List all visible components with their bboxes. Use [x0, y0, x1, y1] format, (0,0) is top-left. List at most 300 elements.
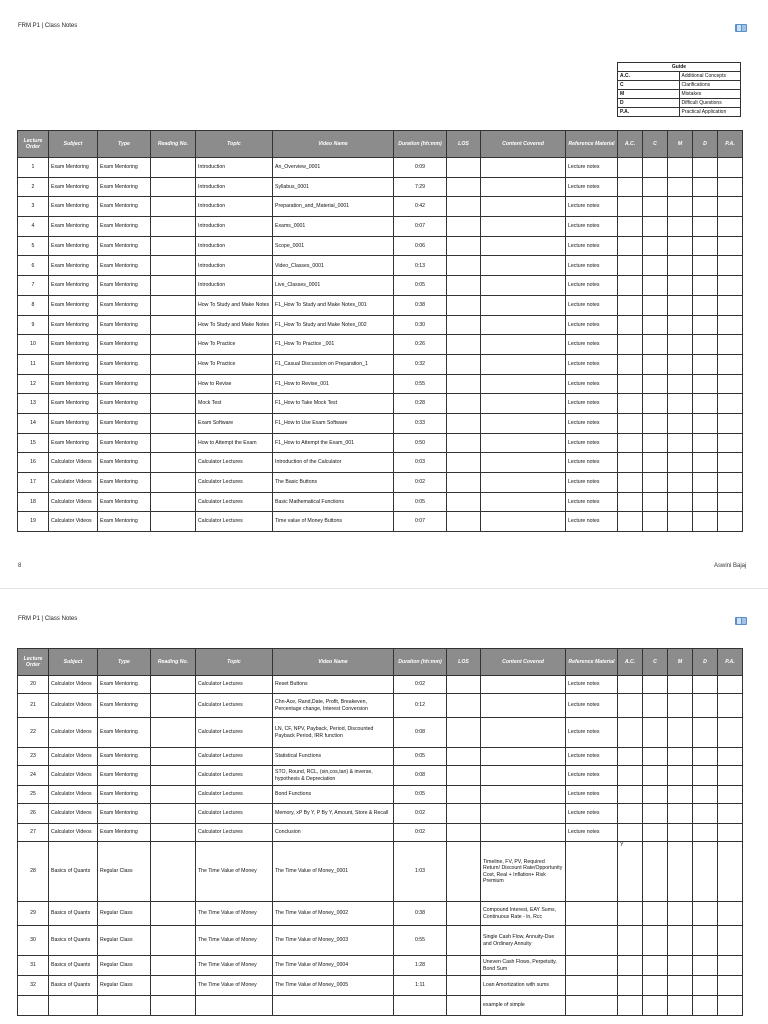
cell-duration: 0:05	[394, 276, 447, 296]
cell-order: 14	[18, 413, 49, 433]
book-logo-icon	[734, 615, 748, 626]
column-header: M	[668, 649, 693, 676]
cell-duration: 0:07	[394, 512, 447, 532]
cell-ref: Lecture notes	[566, 824, 618, 842]
cell-type: Regular Class	[98, 976, 151, 996]
cell-content	[481, 786, 566, 804]
cell-reading	[151, 197, 196, 217]
cell-order: 31	[18, 956, 49, 976]
cell-subject: Calculator Videos	[49, 786, 98, 804]
cell-topic: Introduction	[196, 236, 273, 256]
cell-ref: Lecture notes	[566, 276, 618, 296]
cell-topic: Calculator Lectures	[196, 473, 273, 493]
cell-subject: Calculator Videos	[49, 492, 98, 512]
cell-los	[447, 766, 481, 786]
cell-los	[447, 976, 481, 996]
cell-d	[693, 217, 718, 237]
cell-ac	[618, 926, 643, 956]
cell-content	[481, 197, 566, 217]
cell-duration: 1:11	[394, 976, 447, 996]
cell-type: Regular Class	[98, 902, 151, 926]
cell-type: Exam Mentoring	[98, 492, 151, 512]
cell-topic: The Time Value of Money	[196, 842, 273, 902]
cell-type: Exam Mentoring	[98, 694, 151, 718]
cell-ac	[618, 902, 643, 926]
cell-subject: Calculator Videos	[49, 694, 98, 718]
cell-los	[447, 197, 481, 217]
cell-duration: 0:07	[394, 217, 447, 237]
cell-duration: 0:08	[394, 766, 447, 786]
cell-c	[643, 926, 668, 956]
cell-c	[643, 512, 668, 532]
cell-type: Exam Mentoring	[98, 256, 151, 276]
guide-label: Mistakes	[679, 90, 741, 99]
cell-video: Syllabus_0001	[273, 177, 394, 197]
cell-los	[447, 824, 481, 842]
cell-ac	[618, 276, 643, 296]
cell-m	[668, 295, 693, 315]
cell-ref: Lecture notes	[566, 197, 618, 217]
cell-reading	[151, 315, 196, 335]
cell-type: Exam Mentoring	[98, 158, 151, 178]
cell-ac	[618, 512, 643, 532]
cell-reading	[151, 473, 196, 493]
cell-pa	[718, 177, 743, 197]
cell-video: Video_Classes_0001	[273, 256, 394, 276]
cell-video: The Time Value of Money_0001	[273, 842, 394, 902]
cell-d	[693, 512, 718, 532]
cell-duration: 0:33	[394, 413, 447, 433]
cell-type: Exam Mentoring	[98, 394, 151, 414]
cell-ac	[618, 217, 643, 237]
cell-c	[643, 694, 668, 718]
cell-los	[447, 453, 481, 473]
cell-content	[481, 177, 566, 197]
cell-ref: Lecture notes	[566, 217, 618, 237]
table-row	[18, 335, 743, 355]
cell-order: 15	[18, 433, 49, 453]
cell-ref: Lecture notes	[566, 512, 618, 532]
cell-los	[447, 394, 481, 414]
cell-ref: Lecture notes	[566, 374, 618, 394]
cell-duration: 1:03	[394, 842, 447, 902]
cell-duration: 0:02	[394, 676, 447, 694]
cell-topic	[196, 996, 273, 1016]
cell-d	[693, 453, 718, 473]
cell-los	[447, 786, 481, 804]
cell-reading	[151, 766, 196, 786]
cell-ac	[618, 718, 643, 748]
cell-order: 24	[18, 766, 49, 786]
column-header: Topic	[196, 131, 273, 158]
column-header: Type	[98, 131, 151, 158]
cell-order: 28	[18, 842, 49, 902]
cell-pa	[718, 473, 743, 493]
cell-m	[668, 902, 693, 926]
cell-ac	[618, 394, 643, 414]
cell-ac	[618, 354, 643, 374]
cell-subject: Basics of Quants	[49, 976, 98, 996]
cell-content	[481, 236, 566, 256]
cell-reading	[151, 676, 196, 694]
cell-reading	[151, 976, 196, 996]
cell-topic: Mock Test	[196, 394, 273, 414]
cell-type: Exam Mentoring	[98, 453, 151, 473]
cell-video: F1_How to Use Exam Software	[273, 413, 394, 433]
cell-d	[693, 956, 718, 976]
table-row	[18, 676, 743, 694]
cell-order: 3	[18, 197, 49, 217]
table-row	[18, 197, 743, 217]
cell-ac	[618, 315, 643, 335]
cell-ac	[618, 374, 643, 394]
cell-pa	[718, 786, 743, 804]
cell-m	[668, 236, 693, 256]
cell-d	[693, 276, 718, 296]
cell-order: 25	[18, 786, 49, 804]
cell-duration: 7:29	[394, 177, 447, 197]
table-row	[18, 217, 743, 237]
cell-topic: The Time Value of Money	[196, 976, 273, 996]
cell-order: 8	[18, 295, 49, 315]
cell-d	[693, 158, 718, 178]
cell-pa	[718, 295, 743, 315]
cell-c	[643, 354, 668, 374]
cell-ref: Lecture notes	[566, 748, 618, 766]
guide-label: Additional Concepts	[679, 72, 741, 81]
cell-content	[481, 473, 566, 493]
cell-m	[668, 473, 693, 493]
cell-subject: Calculator Videos	[49, 473, 98, 493]
column-header: D	[693, 649, 718, 676]
cell-m	[668, 694, 693, 718]
cell-subject: Exam Mentoring	[49, 177, 98, 197]
cell-duration: 0:38	[394, 295, 447, 315]
cell-content	[481, 766, 566, 786]
cell-type: Exam Mentoring	[98, 315, 151, 335]
cell-order: 30	[18, 926, 49, 956]
cell-type: Regular Class	[98, 842, 151, 902]
cell-pa	[718, 694, 743, 718]
cell-content	[481, 804, 566, 824]
cell-content: Uneven Cash Flows, Perpetuity, Bond Sum	[481, 956, 566, 976]
cell-subject: Calculator Videos	[49, 512, 98, 532]
cell-order: 12	[18, 374, 49, 394]
cell-subject: Calculator Videos	[49, 748, 98, 766]
column-header: Video Name	[273, 649, 394, 676]
cell-topic: Calculator Lectures	[196, 512, 273, 532]
cell-content	[481, 676, 566, 694]
cell-subject: Calculator Videos	[49, 718, 98, 748]
cell-order: 22	[18, 718, 49, 748]
cell-subject: Exam Mentoring	[49, 276, 98, 296]
column-header: Content Covered	[481, 649, 566, 676]
table-row	[18, 786, 743, 804]
cell-order: 29	[18, 902, 49, 926]
cell-c	[643, 433, 668, 453]
guide-key: C	[618, 81, 680, 90]
cell-video: Exams_0001	[273, 217, 394, 237]
cell-c	[643, 374, 668, 394]
cell-duration: 0:55	[394, 374, 447, 394]
cell-subject: Exam Mentoring	[49, 394, 98, 414]
cell-duration: 0:12	[394, 694, 447, 718]
cell-reading	[151, 786, 196, 804]
cell-video: F1_How To Practice _001	[273, 335, 394, 355]
column-header: C	[643, 131, 668, 158]
cell-video: F1_How To Study and Make Notes_002	[273, 315, 394, 335]
cell-ac	[618, 295, 643, 315]
cell-los	[447, 335, 481, 355]
cell-content	[481, 748, 566, 766]
guide-label: Practical Application	[679, 108, 741, 117]
table-row	[18, 315, 743, 335]
cell-duration: 0:28	[394, 394, 447, 414]
cell-video: An_Overview_0001	[273, 158, 394, 178]
cell-order: 19	[18, 512, 49, 532]
cell-topic: How To Study and Make Notes	[196, 295, 273, 315]
page-separator	[0, 588, 768, 589]
cell-reading	[151, 902, 196, 926]
cell-topic: Introduction	[196, 197, 273, 217]
table-row	[18, 804, 743, 824]
cell-m	[668, 453, 693, 473]
cell-ref: Lecture notes	[566, 256, 618, 276]
cell-d	[693, 315, 718, 335]
cell-m	[668, 197, 693, 217]
cell-reading	[151, 694, 196, 718]
cell-reading	[151, 374, 196, 394]
cell-topic: The Time Value of Money	[196, 926, 273, 956]
cell-los	[447, 676, 481, 694]
cell-ref	[566, 996, 618, 1016]
cell-order: 10	[18, 335, 49, 355]
cell-video: Chn-Ace, Rand,Date, Profit, Breakeven, Percentage change, Interest Conversion	[273, 694, 394, 718]
column-header: Duration (hh:mm)	[394, 131, 447, 158]
table-row	[18, 295, 743, 315]
cell-pa	[718, 824, 743, 842]
table-header-row	[18, 131, 743, 158]
guide-label: Difficult Questions	[679, 99, 741, 108]
cell-reading	[151, 842, 196, 902]
cell-c	[643, 177, 668, 197]
cell-m	[668, 786, 693, 804]
cell-subject: Exam Mentoring	[49, 374, 98, 394]
cell-c	[643, 335, 668, 355]
cell-video: The Time Value of Money_0004	[273, 956, 394, 976]
cell-duration: 0:05	[394, 492, 447, 512]
cell-d	[693, 197, 718, 217]
cell-order	[18, 996, 49, 1016]
cell-reading	[151, 177, 196, 197]
cell-ref: Lecture notes	[566, 786, 618, 804]
table-row	[18, 236, 743, 256]
cell-m	[668, 158, 693, 178]
cell-c	[643, 766, 668, 786]
cell-d	[693, 177, 718, 197]
cell-ref: Lecture notes	[566, 158, 618, 178]
cell-reading	[151, 413, 196, 433]
cell-subject: Exam Mentoring	[49, 256, 98, 276]
cell-pa	[718, 217, 743, 237]
cell-ac	[618, 453, 643, 473]
cell-topic: Introduction	[196, 276, 273, 296]
cell-ref	[566, 902, 618, 926]
cell-topic: Calculator Lectures	[196, 748, 273, 766]
cell-duration	[394, 996, 447, 1016]
column-header: LOS	[447, 131, 481, 158]
cell-m	[668, 374, 693, 394]
cell-reading	[151, 512, 196, 532]
cell-topic: How to Attempt the Exam	[196, 433, 273, 453]
cell-los	[447, 413, 481, 433]
cell-c	[643, 718, 668, 748]
cell-reading	[151, 295, 196, 315]
cell-topic: Introduction	[196, 177, 273, 197]
cell-ac	[618, 786, 643, 804]
table-row	[18, 694, 743, 718]
cell-content: Loan Amortization with sums	[481, 976, 566, 996]
cell-video: Reset Buttons	[273, 676, 394, 694]
cell-d	[693, 354, 718, 374]
cell-ac	[618, 804, 643, 824]
cell-pa	[718, 676, 743, 694]
column-header: LOS	[447, 649, 481, 676]
table-row	[18, 766, 743, 786]
cell-ref: Lecture notes	[566, 804, 618, 824]
cell-reading	[151, 748, 196, 766]
cell-video: F1_Casual Discussion on Preparation_1	[273, 354, 394, 374]
cell-los	[447, 177, 481, 197]
cell-c	[643, 996, 668, 1016]
cell-d	[693, 718, 718, 748]
cell-pa	[718, 236, 743, 256]
cell-ac	[618, 956, 643, 976]
cell-m	[668, 433, 693, 453]
cell-type: Exam Mentoring	[98, 276, 151, 296]
cell-c	[643, 236, 668, 256]
cell-reading	[151, 718, 196, 748]
cell-topic: Calculator Lectures	[196, 676, 273, 694]
cell-subject: Exam Mentoring	[49, 236, 98, 256]
table-row	[18, 926, 743, 956]
cell-subject: Basics of Quants	[49, 926, 98, 956]
cell-video: Memory, xP By Y, P By Y, Amount, Store & Recall	[273, 804, 394, 824]
cell-ref: Lecture notes	[566, 473, 618, 493]
guide-key: P.A.	[618, 108, 680, 117]
cell-los	[447, 902, 481, 926]
cell-video: LN, CF, NPV, Payback, Period, Discounted Payback Period, IRR function	[273, 718, 394, 748]
table-row	[18, 433, 743, 453]
cell-pa	[718, 433, 743, 453]
cell-ref: Lecture notes	[566, 354, 618, 374]
table-row	[18, 413, 743, 433]
cell-pa	[718, 276, 743, 296]
cell-los	[447, 158, 481, 178]
cell-topic: Calculator Lectures	[196, 766, 273, 786]
cell-order: 23	[18, 748, 49, 766]
cell-pa	[718, 394, 743, 414]
cell-order: 2	[18, 177, 49, 197]
cell-ac: Y	[618, 842, 643, 902]
cell-topic: Exam Software	[196, 413, 273, 433]
cell-ref: Lecture notes	[566, 433, 618, 453]
cell-m	[668, 996, 693, 1016]
cell-d	[693, 694, 718, 718]
cell-los	[447, 694, 481, 718]
column-header: P.A.	[718, 131, 743, 158]
cell-pa	[718, 956, 743, 976]
cell-pa	[718, 453, 743, 473]
cell-c	[643, 676, 668, 694]
cell-type: Regular Class	[98, 926, 151, 956]
cell-content	[481, 512, 566, 532]
table-row	[18, 256, 743, 276]
column-header: M	[668, 131, 693, 158]
cell-order: 18	[18, 492, 49, 512]
cell-ac	[618, 433, 643, 453]
cell-subject: Exam Mentoring	[49, 158, 98, 178]
guide-title: Guide	[618, 63, 741, 72]
cell-video: Conclusion	[273, 824, 394, 842]
cell-content: example of simple	[481, 996, 566, 1016]
cell-video: F1_How to Revise_001	[273, 374, 394, 394]
cell-type: Regular Class	[98, 956, 151, 976]
cell-c	[643, 492, 668, 512]
cell-topic: How To Study and Make Notes	[196, 315, 273, 335]
column-header: C	[643, 649, 668, 676]
cell-c	[643, 786, 668, 804]
cell-subject: Exam Mentoring	[49, 354, 98, 374]
cell-order: 5	[18, 236, 49, 256]
cell-c	[643, 217, 668, 237]
cell-ref: Lecture notes	[566, 394, 618, 414]
cell-pa	[718, 926, 743, 956]
cell-duration: 1:28	[394, 956, 447, 976]
cell-ref	[566, 842, 618, 902]
cell-duration: 0:50	[394, 433, 447, 453]
cell-type: Exam Mentoring	[98, 335, 151, 355]
cell-los	[447, 256, 481, 276]
cell-content	[481, 413, 566, 433]
cell-d	[693, 804, 718, 824]
cell-d	[693, 976, 718, 996]
cell-m	[668, 926, 693, 956]
cell-topic: Introduction	[196, 256, 273, 276]
column-header: Video Name	[273, 131, 394, 158]
cell-type: Exam Mentoring	[98, 804, 151, 824]
cell-type: Exam Mentoring	[98, 512, 151, 532]
cell-content	[481, 256, 566, 276]
cell-pa	[718, 335, 743, 355]
cell-ref: Lecture notes	[566, 335, 618, 355]
cell-subject: Calculator Videos	[49, 676, 98, 694]
cell-m	[668, 824, 693, 842]
column-header: Topic	[196, 649, 273, 676]
cell-los	[447, 217, 481, 237]
column-header: Lecture Order	[18, 131, 49, 158]
cell-order: 7	[18, 276, 49, 296]
cell-topic: Introduction	[196, 158, 273, 178]
cell-duration: 0:13	[394, 256, 447, 276]
cell-video: The Time Value of Money_0003	[273, 926, 394, 956]
cell-m	[668, 315, 693, 335]
cell-reading	[151, 217, 196, 237]
guide-key: D	[618, 99, 680, 108]
cell-c	[643, 295, 668, 315]
cell-ref: Lecture notes	[566, 295, 618, 315]
cell-subject: Exam Mentoring	[49, 413, 98, 433]
